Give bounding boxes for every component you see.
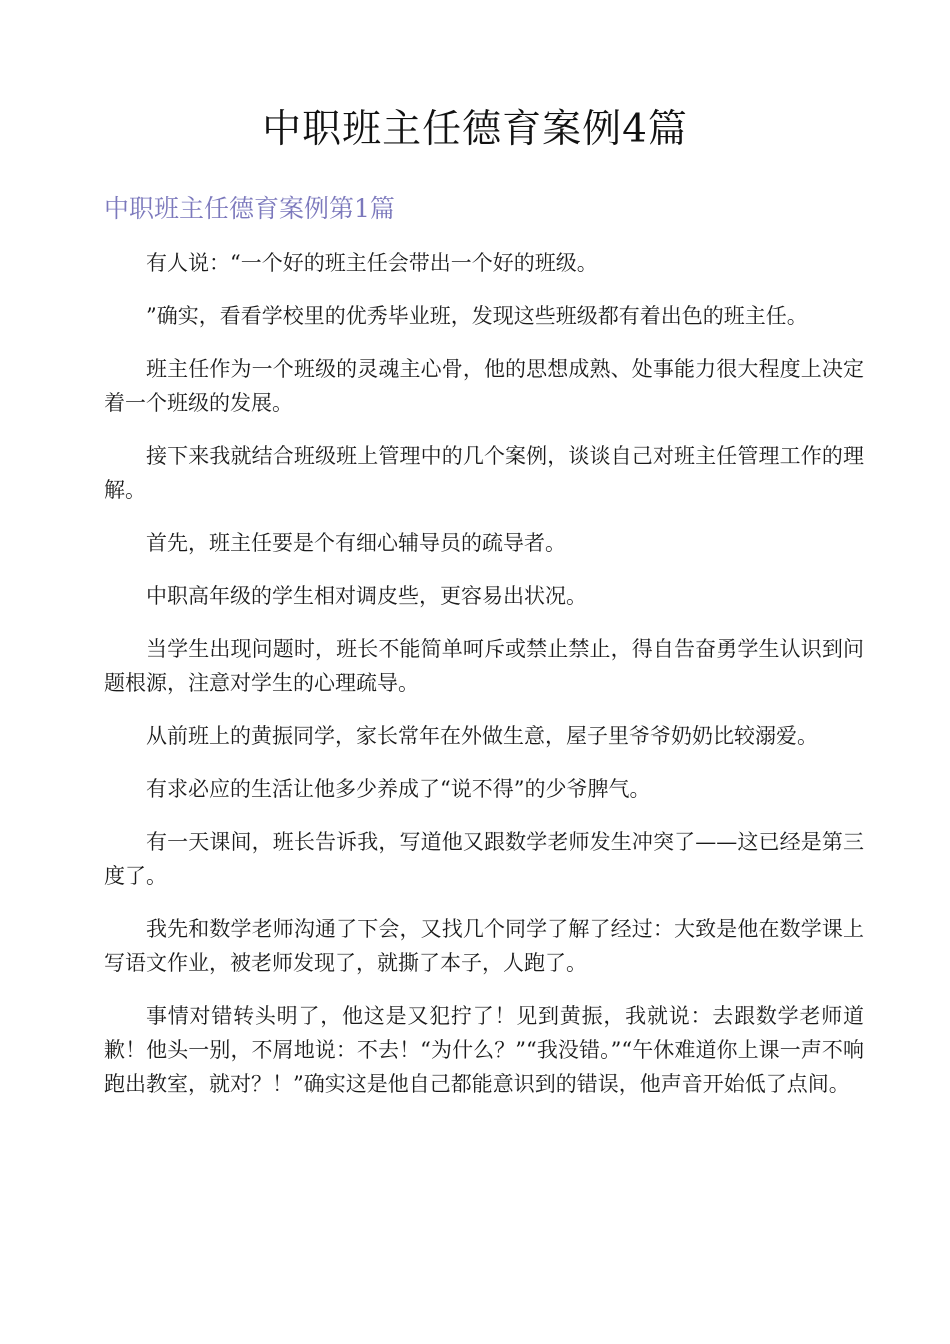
paragraph: ”确实，看看学校里的优秀毕业班，发现这些班级都有着出色的班主任。 (146, 304, 808, 328)
paragraph: 从前班上的黄振同学，家长常年在外做生意，屋子里爷爷奶奶比较溺爱。 (146, 724, 818, 748)
paragraph: 事情对错转头明了，他这是又犯拧了！见到黄振，我就说：去跟数学老师道歉！他头一别，不屑地说：不去！“为什么？”“我没错。”“午休难道你上课一声不响跑出教室，就对？！”确实这是他自己都能意识到的错误，他声音开始低了点间。 (104, 1004, 864, 1096)
paragraph: 有求必应的生活让他多少养成了“说不得”的少爷脾气。 (146, 777, 651, 801)
document-title: 中职班主任德育案例4篇 (262, 107, 688, 152)
document-body (104, 246, 864, 1120)
paragraph: 有人说：“一个好的班主任会带出一个好的班级。 (146, 251, 598, 275)
paragraph: 我先和数学老师沟通了下会，又找几个同学了解了经过：大致是他在数学课上写语文作业，被老师发现了，就撕了本子，人跑了。 (104, 917, 864, 975)
paragraph: 有一天课间，班长告诉我，写道他又跟数学老师发生冲突了——这已经是第三度了。 (104, 830, 864, 888)
paragraph: 接下来我就结合班级班上管理中的几个案例，谈谈自己对班主任管理工作的理解。 (104, 444, 864, 502)
paragraph: 当学生出现问题时，班长不能简单呵斥或禁止禁止，得自告奋勇学生认识到问题根源，注意对学生的心理疏导。 (104, 637, 864, 695)
section-heading: 中职班主任德育案例第1篇 (104, 194, 395, 223)
paragraph: 班主任作为一个班级的灵魂主心骨，他的思想成熟、处事能力很大程度上决定着一个班级的发展。 (104, 357, 864, 415)
paragraph: 首先，班主任要是个有细心辅导员的疏导者。 (146, 531, 566, 555)
paragraph: 中职高年级的学生相对调皮些，更容易出状况。 (146, 584, 587, 608)
